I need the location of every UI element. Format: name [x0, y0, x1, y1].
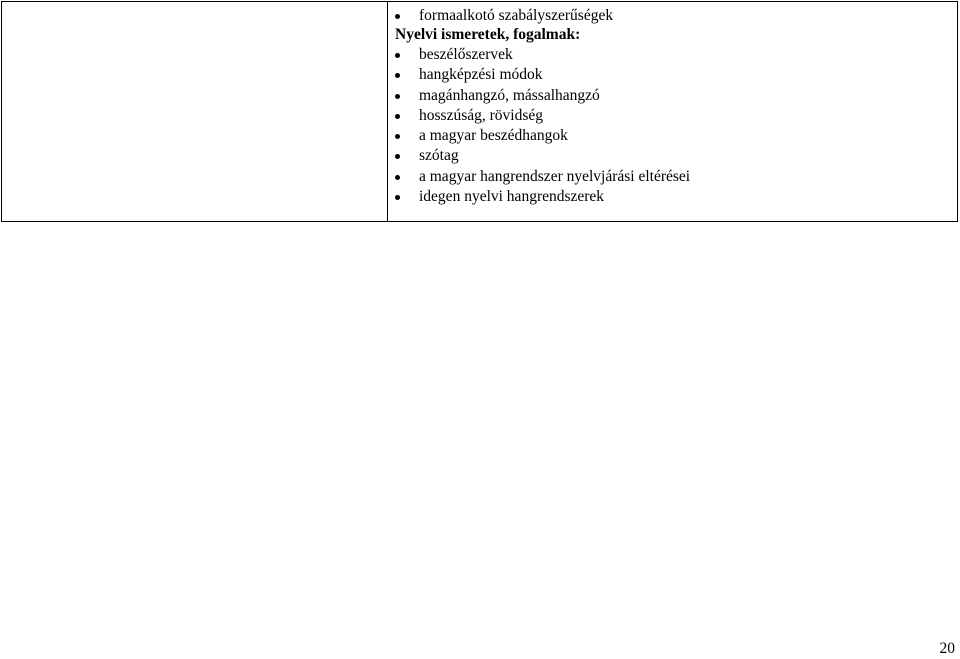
bullet-icon	[395, 175, 400, 180]
bullet-icon	[395, 154, 400, 159]
bullet-icon	[395, 14, 400, 19]
page-number: 20	[939, 640, 955, 657]
section-heading: Nyelvi ismeretek, fogalmak:	[395, 26, 581, 43]
list-item: hangképzési módok	[388, 65, 948, 85]
list-item: idegen nyelvi hangrendszerek	[388, 187, 948, 207]
list-item: a magyar hangrendszer nyelvjárási eltérései	[388, 167, 948, 187]
list-item: a magyar beszédhangok	[388, 126, 948, 146]
list-item: szótag	[388, 146, 948, 166]
bullet-icon	[395, 94, 400, 99]
list-item: beszélőszervek	[388, 45, 948, 65]
list-item: hosszúság, rövidség	[388, 106, 948, 126]
bullet-icon	[395, 53, 400, 58]
bullet-icon	[395, 134, 400, 139]
table-cell-right	[388, 2, 957, 221]
bullet-icon	[395, 195, 400, 200]
list-item: magánhangzó, mássalhangzó	[388, 86, 948, 106]
table-cell-left	[2, 2, 388, 221]
bullet-icon	[395, 73, 400, 78]
bullet-icon	[395, 114, 400, 119]
content-table	[1, 1, 958, 222]
list-item: formaalkotó szabályszerűségek	[388, 6, 948, 26]
